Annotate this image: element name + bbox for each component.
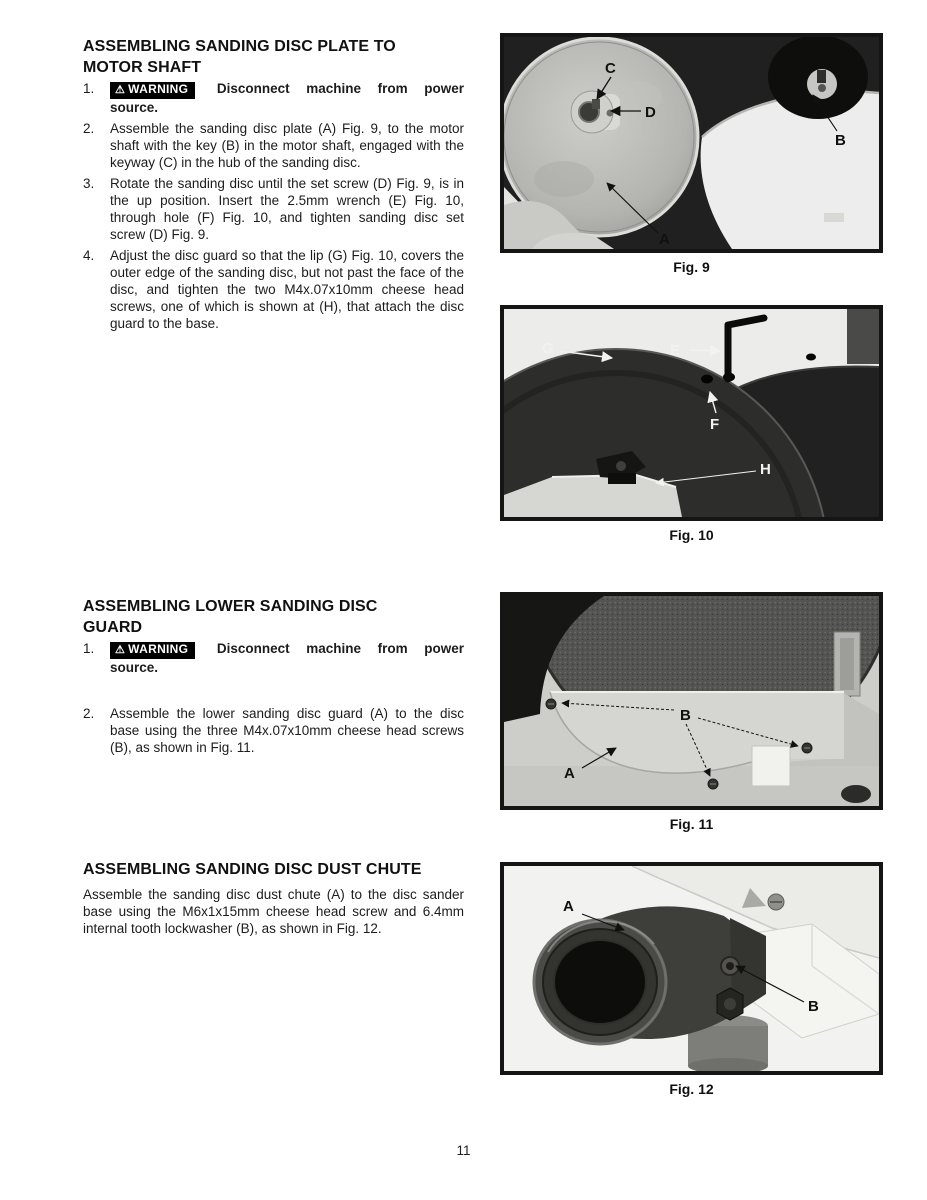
warning-badge-label: WARNING [128,82,189,96]
wrench-hole [701,375,713,384]
keyway [592,99,600,109]
warning-badge [110,82,195,99]
section-disc-plate [83,36,464,336]
item-text: Rotate the sanding disc until the set screw (D) Fig. 9, is in the up position. Insert the 2.5mm wrench (E) Fig. 10, through hole (F) Fig. 10, and tighten sanding disc set screw (D) Fig. 9. [110,176,464,242]
figure-11 [500,592,883,833]
item-number: 2. [83,706,95,721]
list-item [83,705,464,756]
callout-a: A [564,765,575,782]
warning-badge [110,642,195,659]
figure-9 [500,33,883,276]
figure-10-illustration [504,309,879,517]
figure-12 [500,862,883,1098]
callout-a: A [659,231,670,248]
section-heading: ASSEMBLING LOWER SANDING DISC GUARD [83,598,378,636]
item-text: Assemble the sanding disc plate (A) Fig. 9, to the motor shaft with the key (B) in the motor shaft, engaged with the keyway (C) in the hub of the sanding disc. [110,121,464,170]
item-text: Assemble the lower sanding disc guard (A) to the disc base using the three M4x.07x10mm cheese head screws (B), as shown in Fig. 11. [110,706,464,755]
callout-b: B [835,132,846,149]
figure-9-illustration [504,37,879,249]
warning-badge-label: WARNING [128,642,189,656]
item-text [110,80,464,116]
page-number: 11 [456,1143,471,1158]
callout-a: A [563,898,574,915]
figure-11-caption: Fig. 11 [669,816,714,832]
figure-12-illustration [504,866,879,1071]
list-item [83,80,464,116]
section-paragraph: Assemble the sanding disc dust chute (A) to the disc sander base using the M6x1x15mm cheese head screw and 6.4mm internal tooth lockwasher (B), as shown in Fig. 12. [83,887,464,936]
warning-triangle-icon: ⚠ [115,84,126,96]
figure-12-photo [500,862,883,1075]
section-heading: ASSEMBLING SANDING DISC DUST CHUTE [83,861,422,878]
figure-9-caption: Fig. 9 [673,259,710,275]
callout-c: C [605,60,616,77]
warning-triangle-icon: ⚠ [115,644,126,656]
item-number: 2. [83,121,95,136]
figure-11-photo [500,592,883,810]
callout-b: B [680,707,691,724]
item-number: 3. [83,176,95,191]
item-text: Adjust the disc guard so that the lip (G) Fig. 10, covers the outer edge of the sanding disc, but not past the face of the disc, and tighten the two M4x.07x10mm cheese head screws, one of which is shown at (H), that attach the disc guard to the base. [110,248,464,331]
list-item [83,120,464,171]
item-number: 1. [83,81,95,96]
callout-g: G [542,340,554,357]
figure-10 [500,305,883,544]
section-dust-chute [83,859,464,937]
callout-d: D [645,104,656,121]
list-item [83,175,464,243]
rubber-foot [841,785,871,803]
callout-h: H [760,461,771,478]
section-heading: ASSEMBLING SANDING DISC PLATE TO MOTOR SHAFT [83,38,396,76]
item-text [110,640,464,676]
figure-10-caption: Fig. 10 [669,527,714,543]
shaft-key [817,70,826,83]
figure-10-photo [500,305,883,521]
figure-9-photo [500,33,883,253]
item-number: 1. [83,641,95,656]
section-lower-guard [83,596,464,760]
warning-text: Disconnect machine from power source. [110,81,464,115]
warning-text: Disconnect machine from power source. [110,641,464,675]
list-item [83,247,464,332]
figure-12-caption: Fig. 12 [669,1081,714,1097]
callout-f: F [710,416,720,433]
callout-b: B [808,998,819,1015]
clamp-block [752,746,790,786]
list-item [83,640,464,676]
item-number: 4. [83,248,95,263]
callout-e: E [670,342,681,359]
figure-11-illustration [504,596,879,806]
